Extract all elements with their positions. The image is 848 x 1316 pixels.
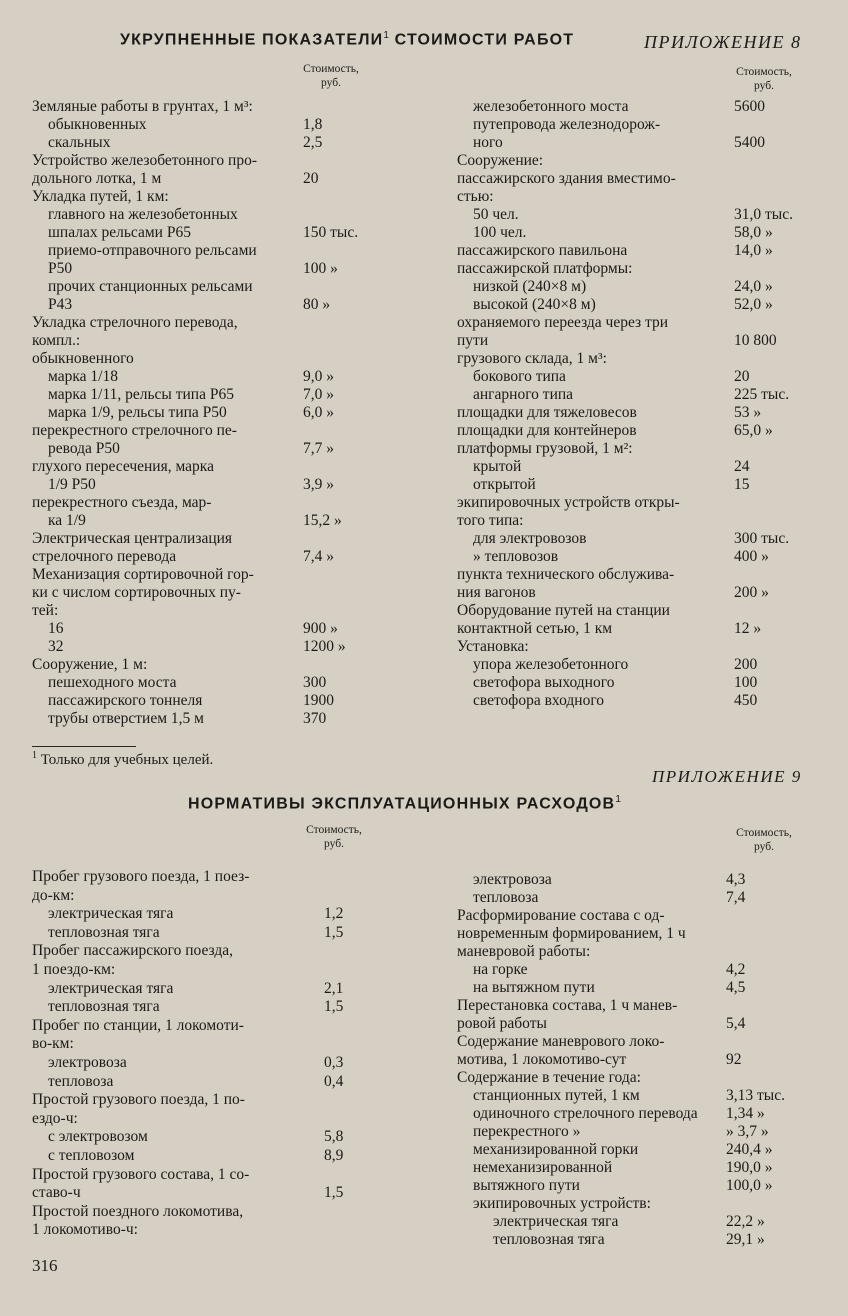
row-label: 1 поездо-км: (32, 961, 116, 978)
list-row (0, 886, 848, 907)
row-value: 450 (734, 692, 758, 709)
row-value: 100 (734, 674, 758, 691)
row-value: 240,4 » (726, 1141, 773, 1158)
appendix8-right-column-header (726, 65, 802, 93)
list-row (0, 584, 848, 602)
list-row (0, 1213, 848, 1231)
row-label: Пробег пассажирского поезда, (32, 942, 234, 960)
list-row (0, 458, 848, 476)
row-label: Укладка стрелочного перевода, (32, 314, 238, 331)
column-header-line: Стоимость, (736, 66, 792, 78)
appendix8-title-tail: СТОИМОСТИ РАБОТ (394, 31, 575, 49)
row-value: 24,0 » (734, 278, 773, 295)
row-label: стрелочного перевода (32, 548, 177, 565)
list-row (0, 368, 848, 386)
row-value: » 3,7 » (726, 1123, 769, 1140)
row-label: Р43 (48, 296, 73, 313)
row-value: 1,5 (324, 923, 344, 941)
row-label: низкой (240×8 м) (473, 278, 587, 295)
row-label: во-км: (32, 1035, 74, 1053)
row-label: Оборудование путей на станции (457, 602, 670, 619)
row-label: крытой (473, 458, 522, 475)
row-label: марка 1/9, рельсы типа Р50 (48, 404, 227, 421)
row-value: 300 (303, 674, 327, 691)
row-label: Укладка путей, 1 км: (32, 188, 169, 205)
row-label: Электрическая централизация (32, 530, 233, 547)
row-label: Земляные работы в грунтах, 1 м³: (32, 98, 253, 115)
row-value: 12 » (734, 620, 762, 637)
list-row (0, 1105, 848, 1123)
list-row (0, 1087, 848, 1105)
row-value: 1,2 (324, 905, 344, 923)
row-value: 9,0 » (303, 368, 334, 385)
column-header-line: руб. (754, 841, 774, 853)
row-label: 100 чел. (473, 224, 527, 241)
list-row (0, 692, 848, 710)
row-label: ровой работы (457, 1015, 547, 1032)
appendix8-left-column-header (296, 62, 366, 90)
row-value: 22,2 » (726, 1213, 765, 1230)
row-value: 31,0 тыс. (734, 206, 793, 223)
row-value: 2,1 (324, 979, 344, 997)
row-value: 7,0 » (303, 386, 334, 403)
list-row (0, 332, 848, 350)
list-row (0, 943, 848, 961)
row-label: пассажирского павильона (457, 242, 628, 259)
appendix8-title-text: УКРУПНЕННЫЕ ПОКАЗАТЕЛИ (120, 31, 384, 49)
row-label: Содержание в течение года: (457, 1069, 641, 1086)
row-label: пассажирской платформы: (457, 260, 633, 277)
row-value: 1,5 (324, 998, 344, 1016)
list-row (0, 1159, 848, 1177)
row-label: охраняемого переезда через три (457, 314, 669, 331)
row-value: 4,5 (726, 979, 746, 996)
row-value: 24 (734, 458, 750, 475)
list-row (0, 1141, 848, 1159)
row-value: 52,0 » (734, 296, 773, 313)
row-label: экипировочных устройств: (473, 1195, 651, 1212)
row-value: 5400 (734, 134, 765, 151)
row-label: контактной сетью, 1 км (457, 620, 613, 637)
list-row (0, 674, 848, 692)
list-row (0, 116, 848, 134)
row-value: 58,0 » (734, 224, 773, 241)
row-label: до-км: (32, 886, 75, 904)
row-label: новременным формированием, 1 ч (457, 925, 686, 942)
row-value: 65,0 » (734, 422, 773, 439)
page-number: 316 (32, 1256, 58, 1275)
row-label: пешеходного моста (48, 674, 177, 691)
row-label: приемо-отправочного рельсами (48, 242, 257, 259)
row-label: электрическая тяга (493, 1213, 619, 1230)
row-value: 1900 (303, 692, 334, 709)
list-row (0, 961, 848, 979)
list-row (0, 710, 848, 728)
appendix9-title (188, 794, 621, 813)
appendix8-title (120, 30, 574, 49)
row-value: 200 » (734, 584, 769, 601)
row-value: 370 (303, 710, 327, 727)
row-label: ка 1/9 (48, 512, 86, 529)
list-row (0, 530, 848, 548)
list-row (0, 278, 848, 296)
list-row (0, 907, 848, 925)
row-value: 5600 (734, 98, 765, 115)
row-label: 50 чел. (473, 206, 519, 223)
row-label: Пробег по станции, 1 локомоти- (32, 1016, 244, 1034)
row-label: пути (457, 332, 489, 349)
row-label: Сооружение, 1 м: (32, 656, 148, 673)
row-value: 53 » (734, 404, 762, 421)
row-value: 1200 » (303, 638, 346, 655)
row-label: светофора входного (473, 692, 605, 709)
list-row (0, 260, 848, 278)
list-row (0, 979, 848, 997)
row-label: перекрестного стрелочного пе- (32, 422, 237, 439)
list-row (0, 494, 848, 512)
appendix9-label: ПРИЛОЖЕНИЕ 9 (652, 767, 802, 786)
list-row (0, 188, 848, 206)
row-label: ного (473, 134, 503, 151)
list-row (0, 1051, 848, 1069)
row-label: ки с числом сортировочных пу- (32, 584, 241, 601)
row-label: Установка: (457, 638, 529, 655)
row-label: пункта технического обслужива- (457, 566, 675, 583)
row-value: 190,0 » (726, 1159, 773, 1176)
row-value: 15 (734, 476, 750, 493)
row-label: глухого пересечения, марка (32, 458, 214, 475)
row-label: дольного лотка, 1 м (32, 170, 162, 187)
appendix9-left-column-header (299, 823, 369, 851)
row-value: 92 (726, 1051, 742, 1068)
row-value: 7,4 » (303, 548, 334, 565)
appendix9-title-footnote-mark: 1 (615, 794, 621, 805)
row-label: электрическая тяга (48, 905, 174, 923)
row-value: 225 тыс. (734, 386, 790, 403)
row-label: Простой грузового состава, 1 со- (32, 1165, 250, 1183)
row-value: 5,8 (324, 1128, 344, 1146)
list-row (0, 224, 848, 242)
row-label: прочих станционных рельсами (48, 278, 253, 295)
row-label: марка 1/11, рельсы типа Р65 (48, 386, 234, 403)
column-header-line: Стоимость, (736, 827, 792, 839)
row-label: 16 (48, 620, 64, 637)
list-row (0, 314, 848, 332)
row-label: тепловозная тяга (48, 923, 160, 941)
row-value: 4,3 (726, 871, 746, 888)
row-value: 1,5 (324, 1184, 344, 1202)
list-row (0, 512, 848, 530)
row-label: механизированной горки (473, 1141, 639, 1158)
row-label: компл.: (32, 332, 81, 349)
list-row (0, 134, 848, 152)
row-label: ездо-ч: (32, 1109, 78, 1127)
list-row (0, 620, 848, 638)
list-row (0, 476, 848, 494)
list-row (0, 656, 848, 674)
appendix9-title-text: НОРМАТИВЫ ЭКСПЛУАТАЦИОННЫХ РАСХОДОВ (188, 795, 616, 813)
row-label: Пробег грузового поезда, 1 поез- (32, 868, 250, 885)
row-value: 1,34 » (726, 1105, 765, 1122)
appendix8-label: ПРИЛОЖЕНИЕ 8 (644, 32, 802, 52)
row-label: перекрестного съезда, мар- (32, 494, 212, 511)
row-label: открытой (473, 476, 536, 493)
row-label: электровоза (473, 871, 552, 888)
row-label: 1/9 Р50 (48, 476, 96, 493)
row-label: с тепловозом (48, 1147, 135, 1164)
row-label: маневровой работы: (457, 943, 591, 960)
row-label: ангарного типа (473, 386, 574, 403)
row-value: 1,8 (303, 116, 323, 133)
row-label: тепловозная тяга (48, 998, 160, 1016)
row-value: 10 800 (734, 332, 777, 349)
row-label: Перестановка состава, 1 ч манев- (457, 997, 678, 1014)
list-row (0, 1177, 848, 1195)
row-label: бокового типа (473, 368, 566, 385)
row-value: 7,4 (726, 889, 746, 906)
row-value: 300 тыс. (734, 530, 790, 547)
list-row (0, 566, 848, 584)
row-value: 0,4 (324, 1072, 344, 1090)
row-label: высокой (240×8 м) (473, 296, 596, 313)
row-label: ревода Р50 (48, 440, 120, 457)
row-label: обыкновенных (48, 116, 147, 133)
row-label: стью: (457, 188, 494, 205)
row-value: 200 (734, 656, 758, 673)
row-label: 32 (48, 638, 64, 655)
row-label: перекрестного » (473, 1123, 581, 1140)
row-label: электровоза (48, 1054, 127, 1071)
list-row (0, 548, 848, 566)
row-label: Устройство железобетонного про- (32, 152, 257, 169)
row-label: ставо-ч (32, 1184, 81, 1202)
list-row (0, 1069, 848, 1087)
row-value: 2,5 (303, 134, 323, 151)
row-label: для электровозов (473, 530, 587, 547)
footnote-text: Только для учебных целей. (40, 752, 214, 768)
row-value: 20 (303, 170, 319, 187)
row-label: трубы отверстием 1,5 м (48, 710, 204, 727)
row-label: пассажирского тоннеля (48, 692, 203, 709)
column-header-line: Стоимость, (306, 824, 362, 836)
list-row (0, 638, 848, 656)
row-label: 1 локомотиво-ч: (32, 1221, 138, 1239)
row-label: тей: (32, 602, 59, 619)
row-value: 100 » (303, 260, 338, 277)
row-label: марка 1/18 (48, 368, 118, 385)
footnote (32, 750, 213, 769)
row-label: главного на железобетонных (48, 206, 238, 223)
list-row (0, 871, 848, 889)
row-label: Механизация сортировочной гор- (32, 566, 254, 583)
row-label: тепловозная тяга (493, 1231, 605, 1248)
list-row (0, 296, 848, 314)
row-value: 3,9 » (303, 476, 334, 493)
list-row (0, 350, 848, 368)
list-row (0, 1195, 848, 1213)
column-header-line: руб. (754, 80, 774, 92)
appendix8-title-footnote-mark: 1 (383, 30, 389, 41)
row-value: 4,2 (726, 961, 746, 978)
row-label: скальных (48, 134, 111, 151)
row-label: на горке (473, 961, 528, 978)
list-row (0, 1231, 848, 1249)
row-value: 5,4 (726, 1015, 746, 1032)
row-label: обыкновенного (32, 350, 134, 367)
appendix9-right-column-header (726, 826, 802, 854)
list-row (0, 422, 848, 440)
row-label: пассажирского здания вместимо- (457, 170, 676, 187)
list-row (0, 1015, 848, 1033)
list-row (0, 242, 848, 260)
list-row (0, 997, 848, 1015)
row-value: 150 тыс. (303, 224, 359, 241)
row-value: 0,3 (324, 1054, 344, 1071)
column-header-line: Стоимость, (303, 63, 359, 75)
row-label: Простой поездного локомотива, (32, 1202, 244, 1220)
footnote-rule (32, 746, 136, 747)
row-label: тепловоза (48, 1072, 114, 1090)
row-value: 15,2 » (303, 512, 342, 529)
row-label: путепровода железнодорож- (473, 116, 661, 133)
row-label: одиночного стрелочного перевода (473, 1105, 698, 1122)
row-label: площадки для контейнеров (457, 422, 637, 439)
list-row (0, 925, 848, 943)
row-value: 3,13 тыс. (726, 1087, 785, 1104)
row-label: экипировочных устройств откры- (457, 494, 680, 511)
list-row (0, 386, 848, 404)
row-label: Содержание маневрового локо- (457, 1033, 665, 1050)
list-row (0, 1033, 848, 1051)
row-label: мотива, 1 локомотиво-сут (457, 1051, 627, 1068)
row-value: 400 » (734, 548, 769, 565)
list-row (0, 1123, 848, 1141)
row-label: немеханизированной (473, 1159, 613, 1176)
list-row (0, 170, 848, 188)
row-label: Р50 (48, 260, 73, 277)
footnote-mark: 1 (32, 750, 37, 761)
list-row (0, 152, 848, 170)
row-label: на вытяжном пути (473, 979, 595, 996)
row-label: с электровозом (48, 1128, 148, 1146)
row-label: Расформирование состава с од- (457, 907, 665, 924)
list-row (0, 98, 848, 116)
row-value: 14,0 » (734, 242, 773, 259)
row-value: 8,9 (324, 1147, 344, 1164)
row-label: электрическая тяга (48, 979, 174, 997)
row-value: 900 » (303, 620, 338, 637)
row-label: Простой грузового поезда, 1 по- (32, 1091, 245, 1109)
row-label: » тепловозов (473, 548, 559, 565)
row-label: Сооружение: (457, 152, 544, 169)
row-label: упора железобетонного (473, 656, 629, 673)
row-value: 6,0 » (303, 404, 334, 421)
column-header-line: руб. (324, 838, 344, 850)
row-label: того типа: (457, 512, 524, 529)
list-row (0, 602, 848, 620)
row-value: 7,7 » (303, 440, 334, 457)
column-header-line: руб. (321, 77, 341, 89)
row-label: светофора выходного (473, 674, 615, 691)
row-label: железобетонного моста (473, 98, 629, 115)
row-value: 20 (734, 368, 750, 385)
row-label: станционных путей, 1 км (473, 1087, 640, 1104)
row-label: платформы грузовой, 1 м²: (457, 440, 633, 457)
row-label: вытяжного пути (473, 1177, 580, 1194)
row-value: 80 » (303, 296, 331, 313)
row-value: 29,1 » (726, 1231, 765, 1248)
row-label: площадки для тяжеловесов (457, 404, 637, 421)
row-label: тепловоза (473, 889, 539, 906)
list-row (0, 404, 848, 422)
row-label: грузового склада, 1 м³: (457, 350, 607, 367)
list-row (0, 440, 848, 458)
row-label: шпалах рельсами Р65 (48, 224, 191, 241)
row-label: ния вагонов (457, 584, 536, 601)
row-value: 100,0 » (726, 1177, 773, 1194)
list-row (0, 206, 848, 224)
